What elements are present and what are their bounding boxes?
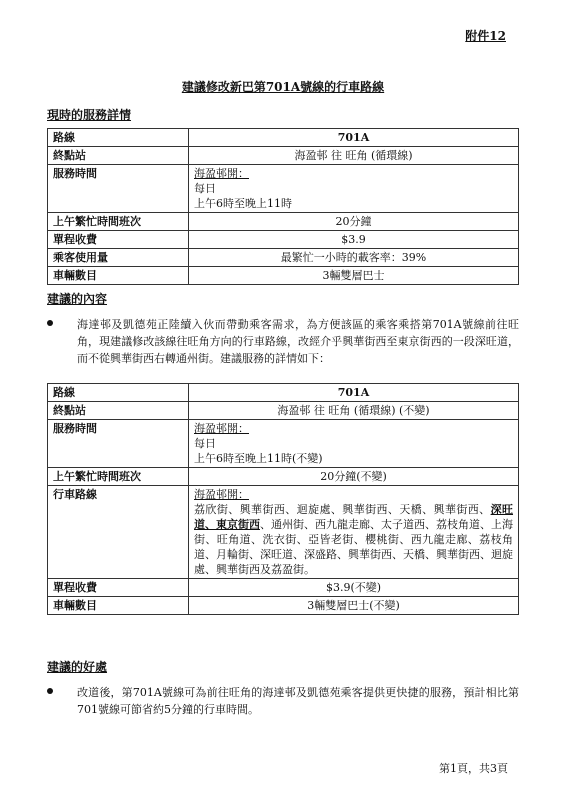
route-origin: 海盈邨開： <box>194 488 249 501</box>
table-row <box>48 468 519 486</box>
table-row <box>48 129 519 147</box>
table-row <box>48 486 519 579</box>
table-row <box>48 597 519 615</box>
service-hours: 上午6時至晚上11時 <box>194 197 292 210</box>
service-hours: 上午6時至晚上11時(不變) <box>194 452 323 465</box>
benefit-text: 改道後，第701A號線可為前往旺角的海達邨及凱德苑乘客提供更快捷的服務，預計相比第701號線可節省約5分鐘的行車時間。 <box>77 686 519 716</box>
row-label: 單程收費 <box>48 579 189 597</box>
annex-label: 附件12 <box>465 29 506 43</box>
section-heading-current: 現時的服務詳情 <box>47 108 132 122</box>
table-row <box>48 213 519 231</box>
row-value: 701A <box>189 129 519 147</box>
row-label: 服務時間 <box>48 165 189 213</box>
table-row <box>48 231 519 249</box>
service-days: 每日 <box>194 182 216 195</box>
table-row <box>48 165 519 213</box>
row-label: 服務時間 <box>48 420 189 468</box>
row-label: 車輛數目 <box>48 597 189 615</box>
route-part-a: 荔欣街、興華街西、迴旋處、興華街西、天橋、興華街西、 <box>194 503 491 516</box>
row-label: 行車路線 <box>48 486 189 579</box>
row-value: 20分鐘(不變) <box>189 468 519 486</box>
row-value <box>189 486 519 579</box>
proposed-service-table <box>47 383 519 615</box>
row-value: $3.9(不變) <box>189 579 519 597</box>
row-label: 路線 <box>48 129 189 147</box>
route-part-b: 、通州街、西九龍走廊、太子道西、荔枝角道、上海街、旺角道、洗衣街、亞皆老街、櫻桃街、西九龍走廊、荔枝角道、月輪街、深旺道、深盛路、興華街西、天橋、興華街西、迴旋處、興華街西及荔盈街。 <box>194 518 513 576</box>
bullet-dot-icon <box>47 688 53 694</box>
row-value <box>189 420 519 468</box>
table-row <box>48 579 519 597</box>
service-days: 每日 <box>194 437 216 450</box>
row-label: 乘客使用量 <box>48 249 189 267</box>
table-row <box>48 420 519 468</box>
section-heading-proposal: 建議的內容 <box>47 292 108 306</box>
document-title: 建議修改新巴第701A號線的行車路線 <box>181 80 385 94</box>
row-value: 海盈邨 往 旺角 (循環線) <box>189 147 519 165</box>
service-origin: 海盈邨開： <box>194 167 249 180</box>
row-label: 終點站 <box>48 402 189 420</box>
table-row <box>48 267 519 285</box>
row-label: 終點站 <box>48 147 189 165</box>
table-row <box>48 402 519 420</box>
route-highlight: 深旺道、東京街西 <box>194 503 514 531</box>
row-label: 車輛數目 <box>48 267 189 285</box>
benefit-bullet <box>47 684 519 718</box>
row-label: 單程收費 <box>48 231 189 249</box>
row-label: 上午繁忙時間班次 <box>48 468 189 486</box>
page-number: 第1頁，共3頁 <box>439 762 508 775</box>
proposal-bullet <box>47 316 519 367</box>
bullet-dot-icon <box>47 320 53 326</box>
route-text <box>194 502 513 577</box>
row-value <box>189 165 519 213</box>
row-value: 最繁忙一小時的載客率：39% <box>189 249 519 267</box>
row-value: 海盈邨 往 旺角 (循環線) (不變) <box>189 402 519 420</box>
section-heading-benefit: 建議的好處 <box>47 660 108 674</box>
table-row <box>48 384 519 402</box>
row-value: $3.9 <box>189 231 519 249</box>
service-origin: 海盈邨開： <box>194 422 249 435</box>
row-label: 路線 <box>48 384 189 402</box>
row-value: 20分鐘 <box>189 213 519 231</box>
proposal-text: 海達邨及凱德苑正陸續入伙而帶動乘客需求，為方便該區的乘客乘搭第701A號線前往旺角，現建議修改該線往旺角方向的行車路線，改經介乎興華街西至東京街西的一段深旺道，而不從興華街西右轉通州街。建議服務的詳情如下： <box>77 318 519 365</box>
row-value: 701A <box>189 384 519 402</box>
table-row <box>48 249 519 267</box>
table-row <box>48 147 519 165</box>
row-value: 3輛雙層巴士(不變) <box>189 597 519 615</box>
row-label: 上午繁忙時間班次 <box>48 213 189 231</box>
current-service-table <box>47 128 519 285</box>
row-value: 3輛雙層巴士 <box>189 267 519 285</box>
